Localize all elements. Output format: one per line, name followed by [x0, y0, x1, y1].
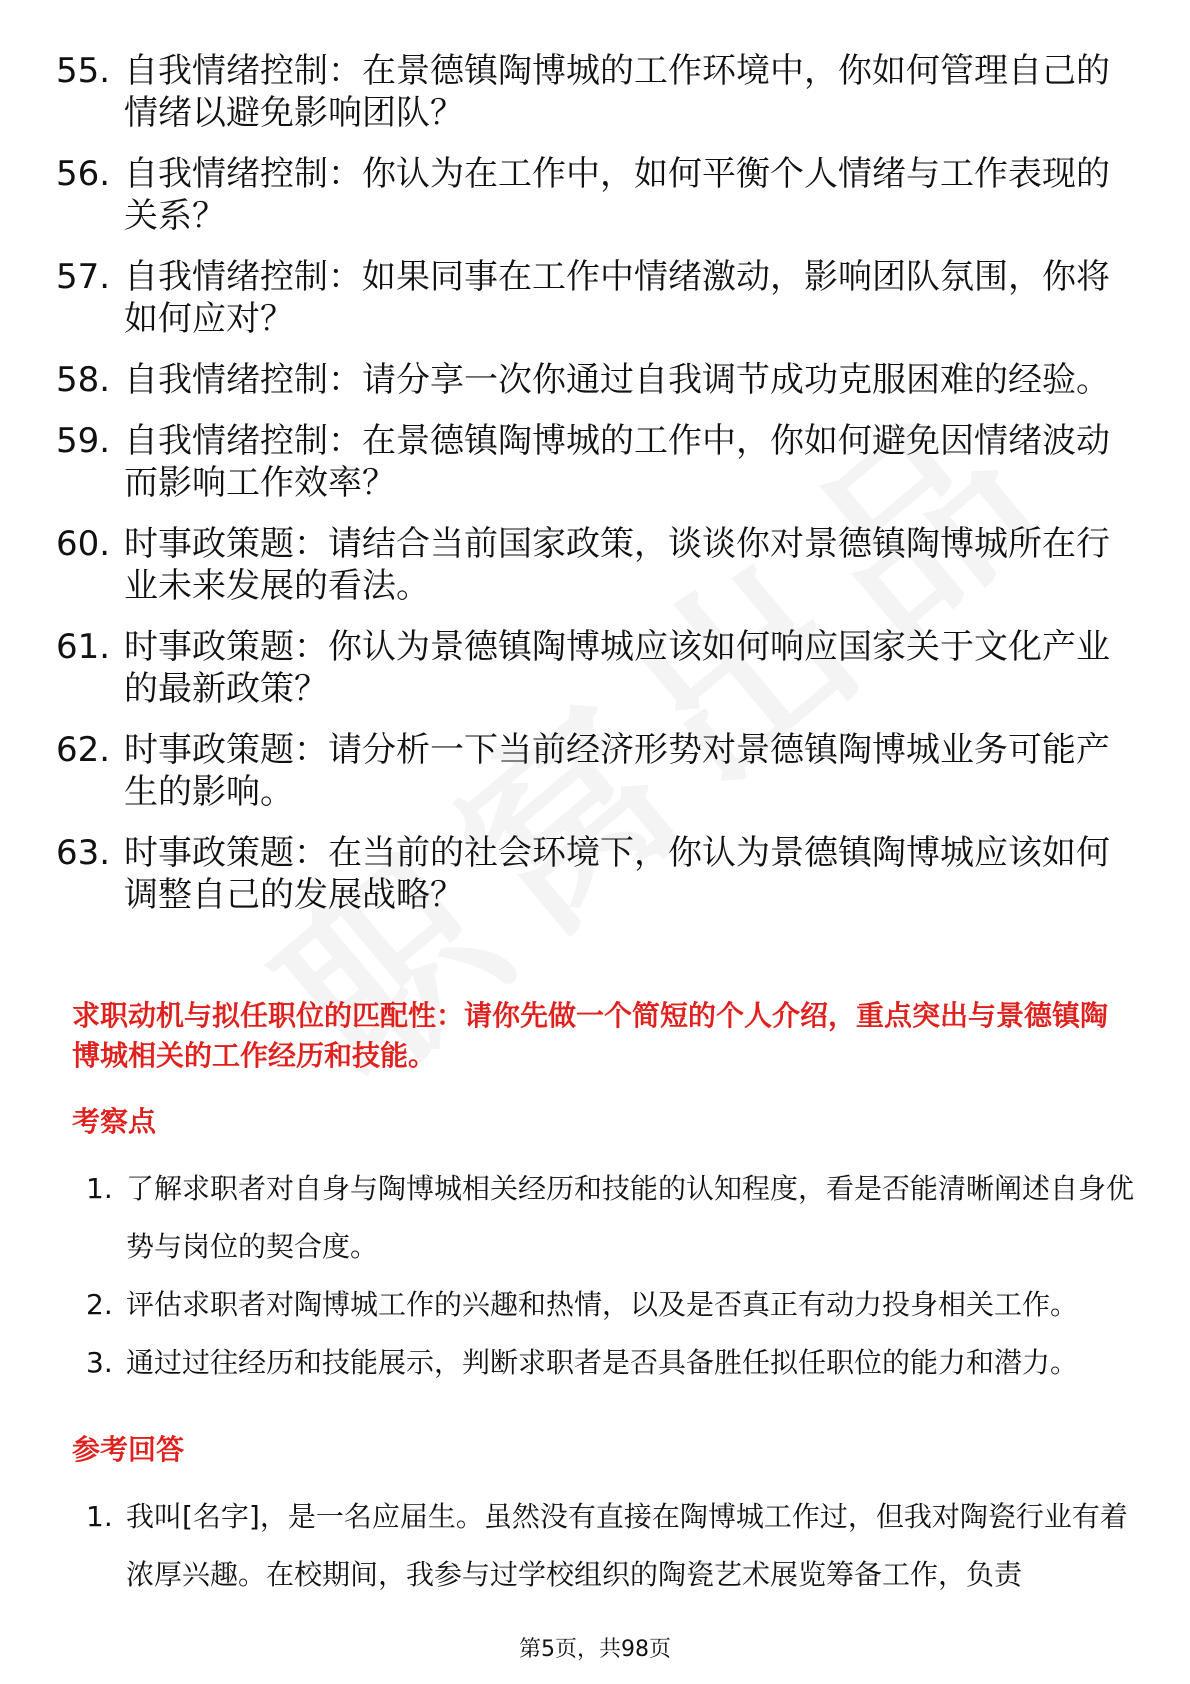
- question-item: [56, 256, 1136, 340]
- question-text: 时事政策题：在当前的社会环境下，你认为景德镇陶博城应该如何调整自己的发展战略？: [124, 833, 1110, 915]
- question-number: 55.: [56, 51, 111, 91]
- question-item: [56, 523, 1136, 607]
- question-text: 时事政策题：请结合当前国家政策，谈谈你对景德镇陶博城所在行业未来发展的看法。: [124, 524, 1110, 606]
- list-number: 2.: [86, 1288, 113, 1321]
- list-item: [86, 1160, 1136, 1276]
- question-number: 60.: [56, 524, 111, 564]
- points-list: [86, 1160, 1136, 1392]
- question-item: [56, 626, 1136, 710]
- list-text: 评估求职者对陶博城工作的兴趣和热情，以及是否真正有动力投身相关工作。: [126, 1288, 1079, 1321]
- page-footer: 第5页，共98页: [519, 1637, 671, 1662]
- question-number: 56.: [56, 154, 111, 194]
- list-text: 了解求职者对自身与陶博城相关经历和技能的认知程度，看是否能清晰阐述自身优势与岗位的契合度。: [126, 1172, 1135, 1263]
- question-item: [56, 50, 1136, 134]
- question-text: 自我情绪控制：在景德镇陶博城的工作环境中，你如何管理自己的情绪以避免影响团队？: [124, 51, 1110, 133]
- list-text: 通过过往经历和技能展示，判断求职者是否具备胜任拟任职位的能力和潜力。: [126, 1346, 1079, 1379]
- question-item: [56, 153, 1136, 237]
- question-number: 61.: [56, 627, 111, 667]
- list-item: [86, 1334, 1136, 1392]
- question-number: 58.: [56, 360, 111, 400]
- question-item: [56, 832, 1136, 916]
- question-text: 自我情绪控制：请分享一次你通过自我调节成功克服困难的经验。: [124, 360, 1110, 400]
- answer-heading: 参考回答: [72, 1433, 185, 1466]
- question-item: [56, 420, 1136, 504]
- question-text: 自我情绪控制：如果同事在工作中情绪激动，影响团队氛围，你将如何应对？: [124, 257, 1110, 339]
- list-text: 我叫[名字]，是一名应届生。虽然没有直接在陶博城工作过，但我对陶瓷行业有着浓厚兴趣。在校期间，我参与过学校组织的陶瓷艺术展览筹备工作，负责: [126, 1500, 1128, 1591]
- section-title: 求职动机与拟任职位的匹配性：请你先做一个简短的个人介绍，重点突出与景德镇陶博城相关的工作经历和技能。: [72, 999, 1109, 1072]
- question-item: [56, 359, 1136, 401]
- list-number: 1.: [86, 1500, 113, 1533]
- question-text: 时事政策题：你认为景德镇陶博城应该如何响应国家关于文化产业的最新政策？: [124, 627, 1110, 709]
- question-text: 时事政策题：请分析一下当前经济形势对景德镇陶博城业务可能产生的影响。: [124, 730, 1110, 812]
- list-item: [86, 1488, 1136, 1604]
- question-item: [56, 729, 1136, 813]
- answers-list: [86, 1488, 1136, 1604]
- question-number: 63.: [56, 833, 111, 873]
- question-number: 57.: [56, 257, 111, 297]
- question-list: [56, 50, 1136, 935]
- points-heading: 考察点: [72, 1105, 157, 1138]
- list-number: 3.: [86, 1346, 113, 1379]
- list-item: [86, 1276, 1136, 1334]
- question-number: 62.: [56, 730, 111, 770]
- question-text: 自我情绪控制：在景德镇陶博城的工作中，你如何避免因情绪波动而影响工作效率？: [124, 421, 1110, 503]
- question-text: 自我情绪控制：你认为在工作中，如何平衡个人情绪与工作表现的关系？: [124, 154, 1110, 236]
- list-number: 1.: [86, 1172, 113, 1205]
- question-number: 59.: [56, 421, 111, 461]
